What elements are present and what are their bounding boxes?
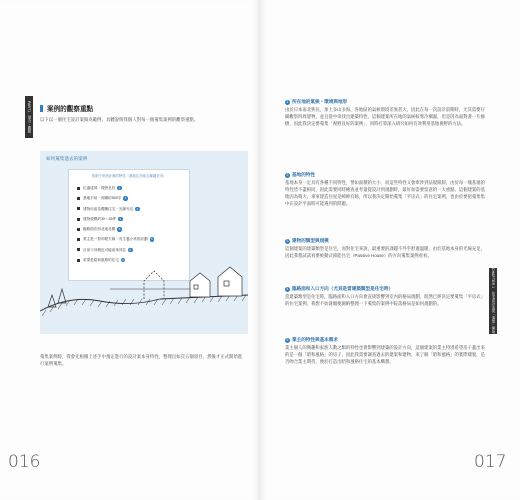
section-body: 基地本身一定具有各種不同特性，譬如面積的大小、而這些特性又會牽涉到法規限制，由於每一塊基地的特性皆不盡相同，因此需要同時檢查並考量從設計到規劃時，最好加需要留意的一大重點。這個建案的基地因為夠大，拿來建造住屋是綽綽有餘，所以我決定開始蒐集「平房式」的住宅案例，也由於要把蒐集集中在設計平面時可能遇到的問題。 [285,180,485,206]
checklist-item: 目前父母親也可能前來同住 5 [77,245,154,255]
checkbox-icon [77,197,80,200]
checklist-item: 業主是一對年輕夫婦・有生養小孩的計劃 5 [77,234,154,244]
section-heading: 2 基地的特性 [286,172,315,177]
page-number-right: 017 [474,452,507,472]
checklist-header: 依創子申設計案的特性（基地位在崎玉縣越谷市） [91,174,167,178]
intro-paragraph: 以下以一個住宅設計案做為範例，具體說明我個人對每一個蒐集案例的觀察重點。 [40,117,199,122]
section-2 [285,172,485,208]
number-badge: 1 [124,196,127,201]
checkbox-icon [77,187,80,190]
section-body: 由於日本南北狹長，加上多山多海，各地區的氣候環境差異甚大，因此在每一次設計前期時，尤其需要仔細觀察四周建物，並且從中尋找出建築特性，這個建案所在地的氣候較寒冷潮濕，但是因為面對著一片綠樹，因此我決定要蒐集「視野良好的案例」，同時打算深入研究如何有效利用基地視野的方法。 [285,107,485,126]
checklist-item: 臨路面在西北東北側 4 [77,224,154,234]
closing-paragraph: 蒐集案例時，我會先根據上述手中預定進行的設計案本身特性，整理出如頁五個項目，然後才正式開始進行案例蒐集。 [40,354,243,366]
number-badge: 3 [119,216,122,221]
section-body: 業主個人的興趣和家族人數之類的特性也會影響到建築的設計方向，這個建案的業主特別希望房子蓋出來的是一個「昭和風格」的房子，因此我需要調查過去的建案和建物，來了解「昭和風格」的實際樣貌，是否吻合業主期待，便於打造出昭和風格住宅的基本構想。 [285,345,485,364]
number-badge: 5 [122,258,124,263]
section-number-icon: 2 [286,172,289,177]
section-number-icon: 1 [286,99,289,104]
number-badge: 1 [118,185,121,190]
chapter-side-tab: CHAPTER 1 住宅設計先從「蒐集」開始 [491,268,495,334]
section-title-text: 案例的觀察重點 [47,106,94,113]
figure-title: 如何蒐集過去的案例 [46,156,88,161]
section-body: 這個建案的建築類型是住宅，而對住宅來說，最重要的課題不外乎舒適溫暖，由於基地本身的光線充足，因此我想試試看要被動式節能住宅（Passive House）的方向蒐集案例看看。 [285,246,485,258]
section-5 [285,337,485,366]
section-number-icon: 3 [286,238,289,243]
section-number-icon: 4 [286,286,289,291]
checklist-item: 位處遠郊・視野良好 1 [77,183,154,193]
section-number-icon: 5 [286,337,289,342]
checklist-item: 建物用途為獨棟住宅・光線充足 2 [77,204,154,214]
section-heading: 5 業主的特性與基本需求 [286,337,338,342]
number-badge: 4 [118,227,121,232]
checklist-item: 基地平坦・面積約500平 1 [77,193,154,203]
site-sketch-illustration [40,211,248,334]
section-3 [285,238,485,260]
number-badge: 2 [136,206,139,211]
section-title [40,103,93,113]
section-heading: 4 臨路面和入口方向（尤其是當建築類型是住宅時） [286,286,394,291]
number-badge: 5 [151,237,153,242]
checklist-item: 希望是昭和風格的住宅 5 [77,255,154,265]
section-4 [285,286,485,308]
checklist-item: 建物規模約30～35坪 3 [77,214,154,224]
section-heading: 1 所在地的氣候・環境與地形 [286,99,348,104]
section-1 [285,99,485,128]
page-number-left: 016 [8,452,41,472]
case-collection-figure [40,151,248,334]
number-badge: 5 [129,247,132,252]
checkbox-icon [77,207,80,210]
heading-bar-icon [40,105,43,112]
section-body: 當建築類型是住宅時，臨路面和入口方向會直接影響到室內的格局規劃，既然已經決定要蒐集「平房式」的住宅案例，我想不妨就順便歸納整理一下蒐集的案例中院落格局是如何規劃的。 [285,294,485,306]
section-heading: 3 建物的類型與規模 [286,238,329,243]
part-side-tab: PART1 理念・觀點 [25,96,33,138]
